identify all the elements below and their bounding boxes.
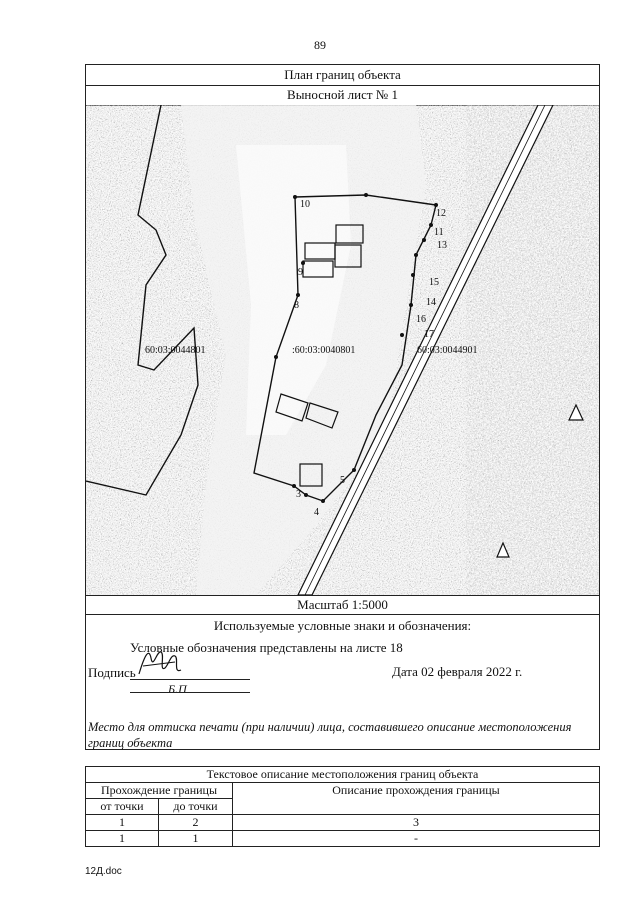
point-label: 8 [294,300,299,311]
document-date: Дата 02 февраля 2022 г. [392,664,523,679]
point-label: 17 [424,329,434,340]
col-from-header: от точки [86,799,159,815]
table-row [86,831,600,847]
satellite-map [86,105,599,596]
signature-label: Подпись [88,665,136,680]
col-description-header: Описание прохождения границы [233,783,600,815]
col-group-header: Прохождение границы [86,783,233,799]
point-label: 15 [429,277,439,288]
point-label: 14 [426,297,436,308]
parcel-label: 60:03:0044901 [417,345,478,356]
point-label: 11 [434,227,444,238]
point-label: 10 [300,199,310,210]
stamp-placeholder-note: Место для оттиска печати (при наличии) лица, составившего описание местоположения границ объекта [88,720,572,750]
sheet-title: Выносной лист № 1 [85,84,600,106]
point-label: 5 [340,475,345,486]
cell-to: 1 [159,831,233,847]
file-name-footer: 12Д.doc [85,866,122,877]
parcel-label: 60:03:0044801 [145,345,206,356]
cell-desc: - [233,831,600,847]
point-label: 3 [296,489,301,500]
boundary-description-table [85,766,600,847]
point-label: 9 [298,267,303,278]
signature-line [130,679,250,680]
point-label: 13 [437,240,447,251]
point-label: 4 [314,507,319,518]
table-title: Текстовое описание местоположения границ объекта [86,767,600,783]
cell-to: 2 [159,815,233,831]
map-scale: Масштаб 1:5000 [85,595,600,615]
cell-from: 1 [86,815,159,831]
parcel-label: :60:03:0040801 [292,345,356,356]
page-number: 89 [314,38,326,52]
signature-scrawl [135,644,185,680]
cell-from: 1 [86,831,159,847]
legend-title: Используемые условные знаки и обозначения: [213,618,472,633]
table-row [86,815,600,831]
legend-note: Условные обозначения представлены на листе 18 [130,640,403,655]
map-svg [86,105,599,595]
plan-title: План границ объекта [85,64,600,86]
point-label: 16 [416,314,426,325]
cell-desc: 3 [233,815,600,831]
signature-name-line [130,692,250,693]
point-label: 12 [436,208,446,219]
col-to-header: до точки [159,799,233,815]
signature-initials: Б.П [168,682,187,696]
